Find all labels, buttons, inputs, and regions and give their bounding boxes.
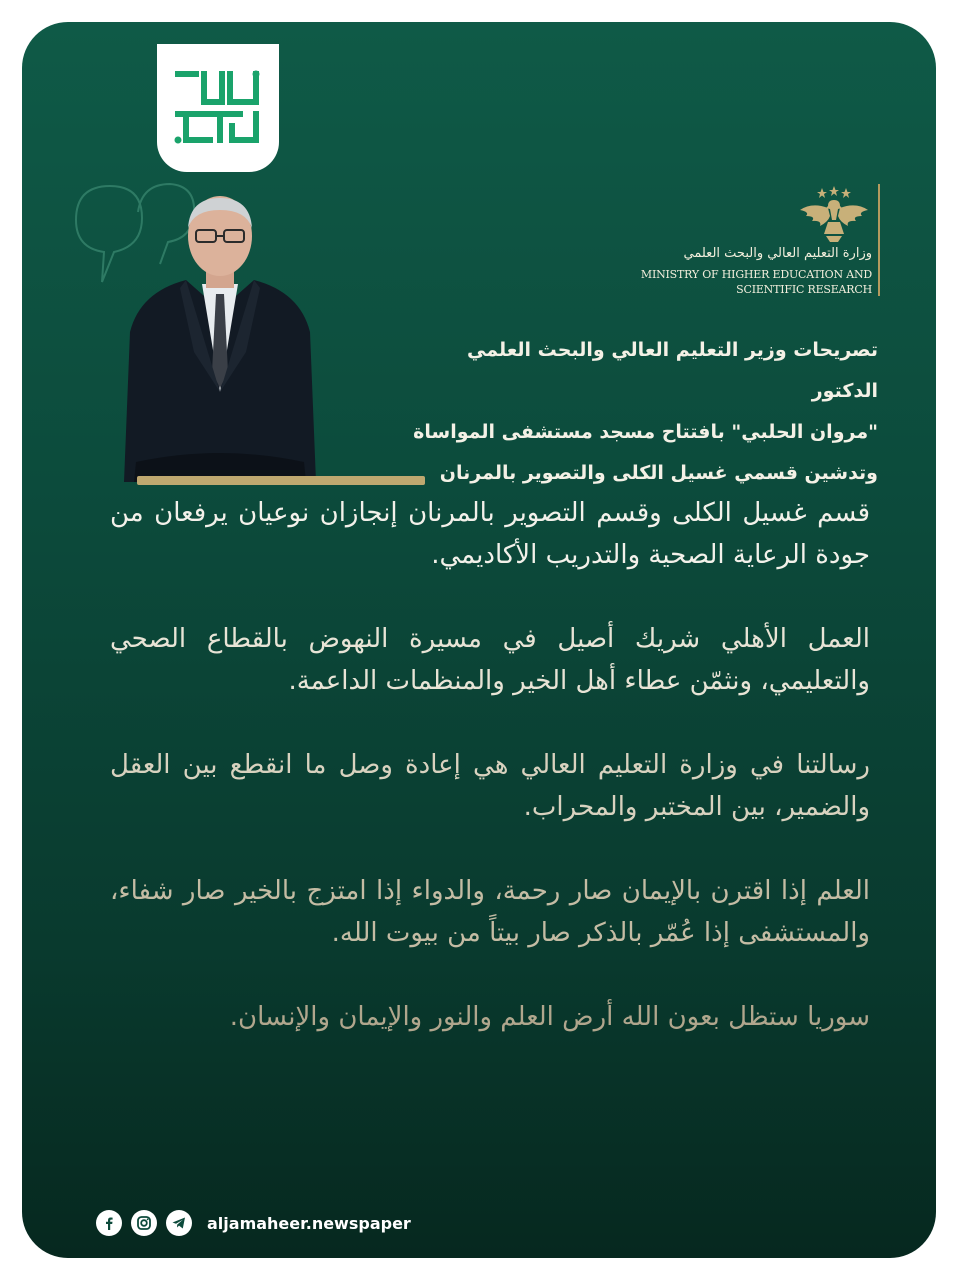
statement-4: العلم إذا اقترن بالإيمان صار رحمة، والدواء إذا امتزج بالخير صار شفاء، والمستشفى إذا عُمّر بالذكر صار بيتاً من بيوت الله.	[110, 876, 870, 948]
social-footer	[96, 1210, 411, 1236]
statements-body	[110, 492, 870, 1080]
statement-3: رسالتنا في وزارة التعليم العالي هي إعادة وصل ما انقطع بين العقل والضمير، بين المختبر والمحراب.	[110, 750, 870, 822]
portrait-base-bar	[137, 476, 425, 485]
ministry-name-arabic: وزارة التعليم العالي والبحث العلمي	[683, 246, 872, 261]
eagle-emblem-icon	[798, 186, 870, 244]
headline-line-3: وتدشين قسمي غسيل الكلى والتصوير بالمرنان	[439, 462, 878, 484]
facebook-icon[interactable]	[96, 1210, 122, 1236]
statement-1: قسم غسيل الكلى وقسم التصوير بالمرنان إنجازان نوعيان يرفعان من جودة الرعاية الصحية والتدريب الأكاديمي.	[110, 498, 870, 570]
ministry-emblem-block	[612, 184, 884, 304]
headline-line-2: "مروان الحلبي" بافتتاح مسجد مستشفى المواساة	[413, 421, 878, 443]
headline-line-1: تصريحات وزير التعليم العالي والبحث العلمي الدكتور	[466, 339, 878, 402]
instagram-icon[interactable]	[131, 1210, 157, 1236]
ministry-name-english-line2: SCIENTIFIC RESEARCH	[736, 283, 872, 296]
statement-5: سوريا ستظل بعون الله أرض العلم والنور والإيمان والإنسان.	[229, 1002, 870, 1032]
emblem-divider	[878, 184, 880, 296]
aljamaheer-logo	[157, 44, 279, 172]
headline	[398, 330, 878, 494]
social-handle[interactable]: aljamaheer.newspaper	[207, 1213, 411, 1233]
statement-2: العمل الأهلي شريك أصيل في مسيرة النهوض بالقطاع الصحي والتعليمي، ونثمّن عطاء أهل الخير والمنظمات الداعمة.	[110, 624, 870, 696]
telegram-icon[interactable]	[166, 1210, 192, 1236]
logo-mark	[170, 66, 266, 150]
minister-portrait	[122, 192, 317, 482]
ministry-name-english-line1: MINISTRY OF HIGHER EDUCATION AND	[640, 268, 872, 281]
